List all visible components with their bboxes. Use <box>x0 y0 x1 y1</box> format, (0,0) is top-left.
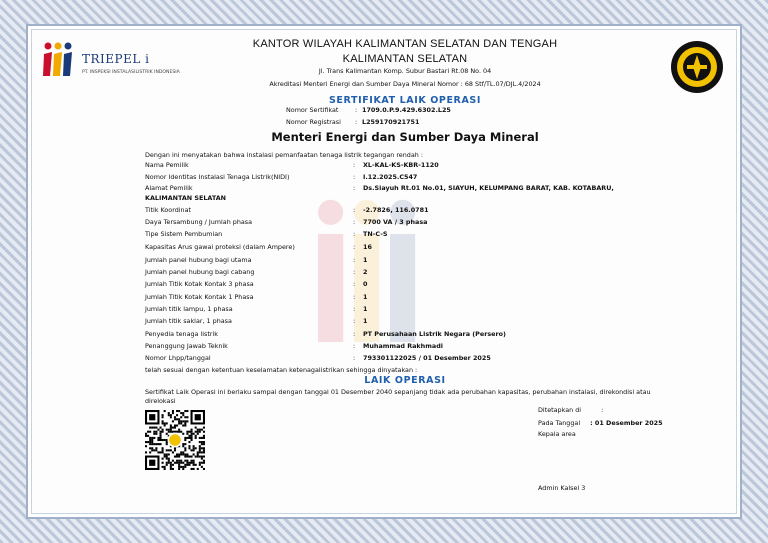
certificate-number-value: 1709.0.P.9.429.6302.L25 <box>362 106 451 114</box>
field-label: Jumlah Titik Kotak Kontak 3 phasa <box>145 280 254 288</box>
field-value: 1 <box>363 305 368 313</box>
field-colon: : <box>353 243 356 251</box>
registration-number-label: Nomor Registrasi <box>286 118 341 126</box>
registration-number-value: L259170921751 <box>362 118 420 126</box>
field-label: Jumlah titik saklar, 1 phasa <box>145 317 232 325</box>
field-colon: : <box>353 161 356 169</box>
field-colon: : <box>353 305 356 313</box>
certificate-number-label: Nomor Sertifikat <box>286 106 339 114</box>
status-title: LAIK OPERASI <box>364 375 446 386</box>
signer-name: Admin Kalsel 3 <box>538 484 586 492</box>
field-value: -2.7826, 116.0781 <box>363 206 429 214</box>
field-colon: : <box>353 256 356 264</box>
field-value: 2 <box>363 268 368 276</box>
field-value: 0 <box>363 280 368 288</box>
field-label: Nomor Identitas Instalasi Tenaga Listrik(NIDI) <box>145 173 290 181</box>
field-label: Nama Pemilik <box>145 161 189 169</box>
field-colon: : <box>353 280 356 288</box>
field-colon: : <box>353 293 356 301</box>
field-colon: : <box>353 354 356 362</box>
field-colon: : <box>353 173 356 181</box>
office-address: Jl. Trans Kalimantan Komp. Subur Bastari Rt.08 No. 04 <box>318 67 492 75</box>
field-label: Kapasitas Arus gawai proteksi (dalam Ampere) <box>145 243 295 251</box>
validity-text: Sertifikat Laik Operasi ini berlaku sampai dengan tanggal 01 Desember 2040 sepanjang tidak ada perubahan kapasitas, perubahan instalasi, direkondisi atau direlokasi <box>145 388 651 405</box>
field-label: Penanggung Jawab Teknik <box>145 342 228 350</box>
field-colon: : <box>353 206 356 214</box>
field-label: Penyedia tenaga listrik <box>145 330 218 338</box>
field-label: Nomor Lhpp/tanggal <box>145 354 211 362</box>
address-continuation: KALIMANTAN SELATAN <box>145 194 227 202</box>
colon: : <box>355 106 358 114</box>
field-label: Jumlah titik lampu, 1 phasa <box>145 305 233 313</box>
brand-subtitle: PT. INSPEKSI INSTALASILISTRIK INDONESIA <box>82 70 180 75</box>
field-value: Ds.Siayuh Rt.01 No.01, SIAYUH, KELUMPANG BARAT, KAB. KOTABARU, <box>363 184 614 192</box>
intro-text: Dengan ini menyatakan bahwa instalasi pemanfaatan tenaga listrik tegangan rendah : <box>145 151 423 159</box>
field-label: Daya Tersambung / Jumlah phasa <box>145 218 253 226</box>
field-colon: : <box>353 268 356 276</box>
issued-at-value: : <box>601 406 604 414</box>
issued-at-label-text: Ditetapkan di <box>538 406 582 414</box>
colon: : <box>355 118 358 126</box>
signer-position: Kepala area <box>538 430 576 438</box>
field-colon: : <box>353 184 356 192</box>
field-value: XL-KAL-KS-KBR-1120 <box>363 161 439 169</box>
triepel-logo-icon <box>40 40 78 78</box>
field-colon: : <box>353 342 356 350</box>
office-title: KANTOR WILAYAH KALIMANTAN SELATAN DAN TENGAH <box>252 38 558 50</box>
office-region: KALIMANTAN SELATAN <box>342 53 468 65</box>
brand-name: TRIEPEL i <box>82 52 150 66</box>
issued-date-value: : 01 Desember 2025 <box>590 419 663 427</box>
issuer-title: Menteri Energi dan Sumber Daya Mineral <box>271 130 539 144</box>
field-value: 1 <box>363 317 368 325</box>
field-value: 1 <box>363 256 368 264</box>
field-value: 7700 VA / 3 phasa <box>363 218 428 226</box>
field-label: Tipe Sistem Pembumian <box>145 230 223 238</box>
qr-code <box>145 410 205 470</box>
field-value: 1 <box>363 293 368 301</box>
esdm-emblem-icon <box>670 40 724 94</box>
field-colon: : <box>353 330 356 338</box>
certificate-title: SERTIFIKAT LAIK OPERASI <box>328 95 481 106</box>
field-label: Titik Koordinat <box>145 206 192 214</box>
field-value: I.12.2025.C547 <box>363 173 418 181</box>
field-label: Alamat Pemilik <box>145 184 193 192</box>
field-label: Jumlah panel hubung bagi utama <box>145 256 252 264</box>
compliance-text: telah sesuai dengan ketentuan keselamatan ketenagalistrikan sehingga dinyatakan : <box>145 366 418 374</box>
field-value: Muhammad Rakhmadi <box>363 342 443 350</box>
field-label: Jumlah Titik Kotak Kontak 1 Phasa <box>145 293 254 301</box>
field-value: 793301122025 / 01 Desember 2025 <box>363 354 491 362</box>
field-colon: : <box>353 218 356 226</box>
field-value: TN-C-S <box>363 230 388 238</box>
field-colon: : <box>353 317 356 325</box>
field-value: 16 <box>363 243 372 251</box>
issued-date <box>538 419 663 427</box>
issued-date-label: Pada Tanggal <box>538 419 581 427</box>
field-colon: : <box>353 230 356 238</box>
accreditation-text: Akreditasi Menteri Energi dan Sumber Daya Mineral Nomor : 68 Stf/TL.07/DJL.4/2024 <box>269 80 541 88</box>
field-label: Jumlah panel hubung bagi cabang <box>145 268 255 276</box>
field-value: PT Perusahaan Listrik Negara (Persero) <box>363 330 506 338</box>
issued-at-label <box>538 406 603 414</box>
